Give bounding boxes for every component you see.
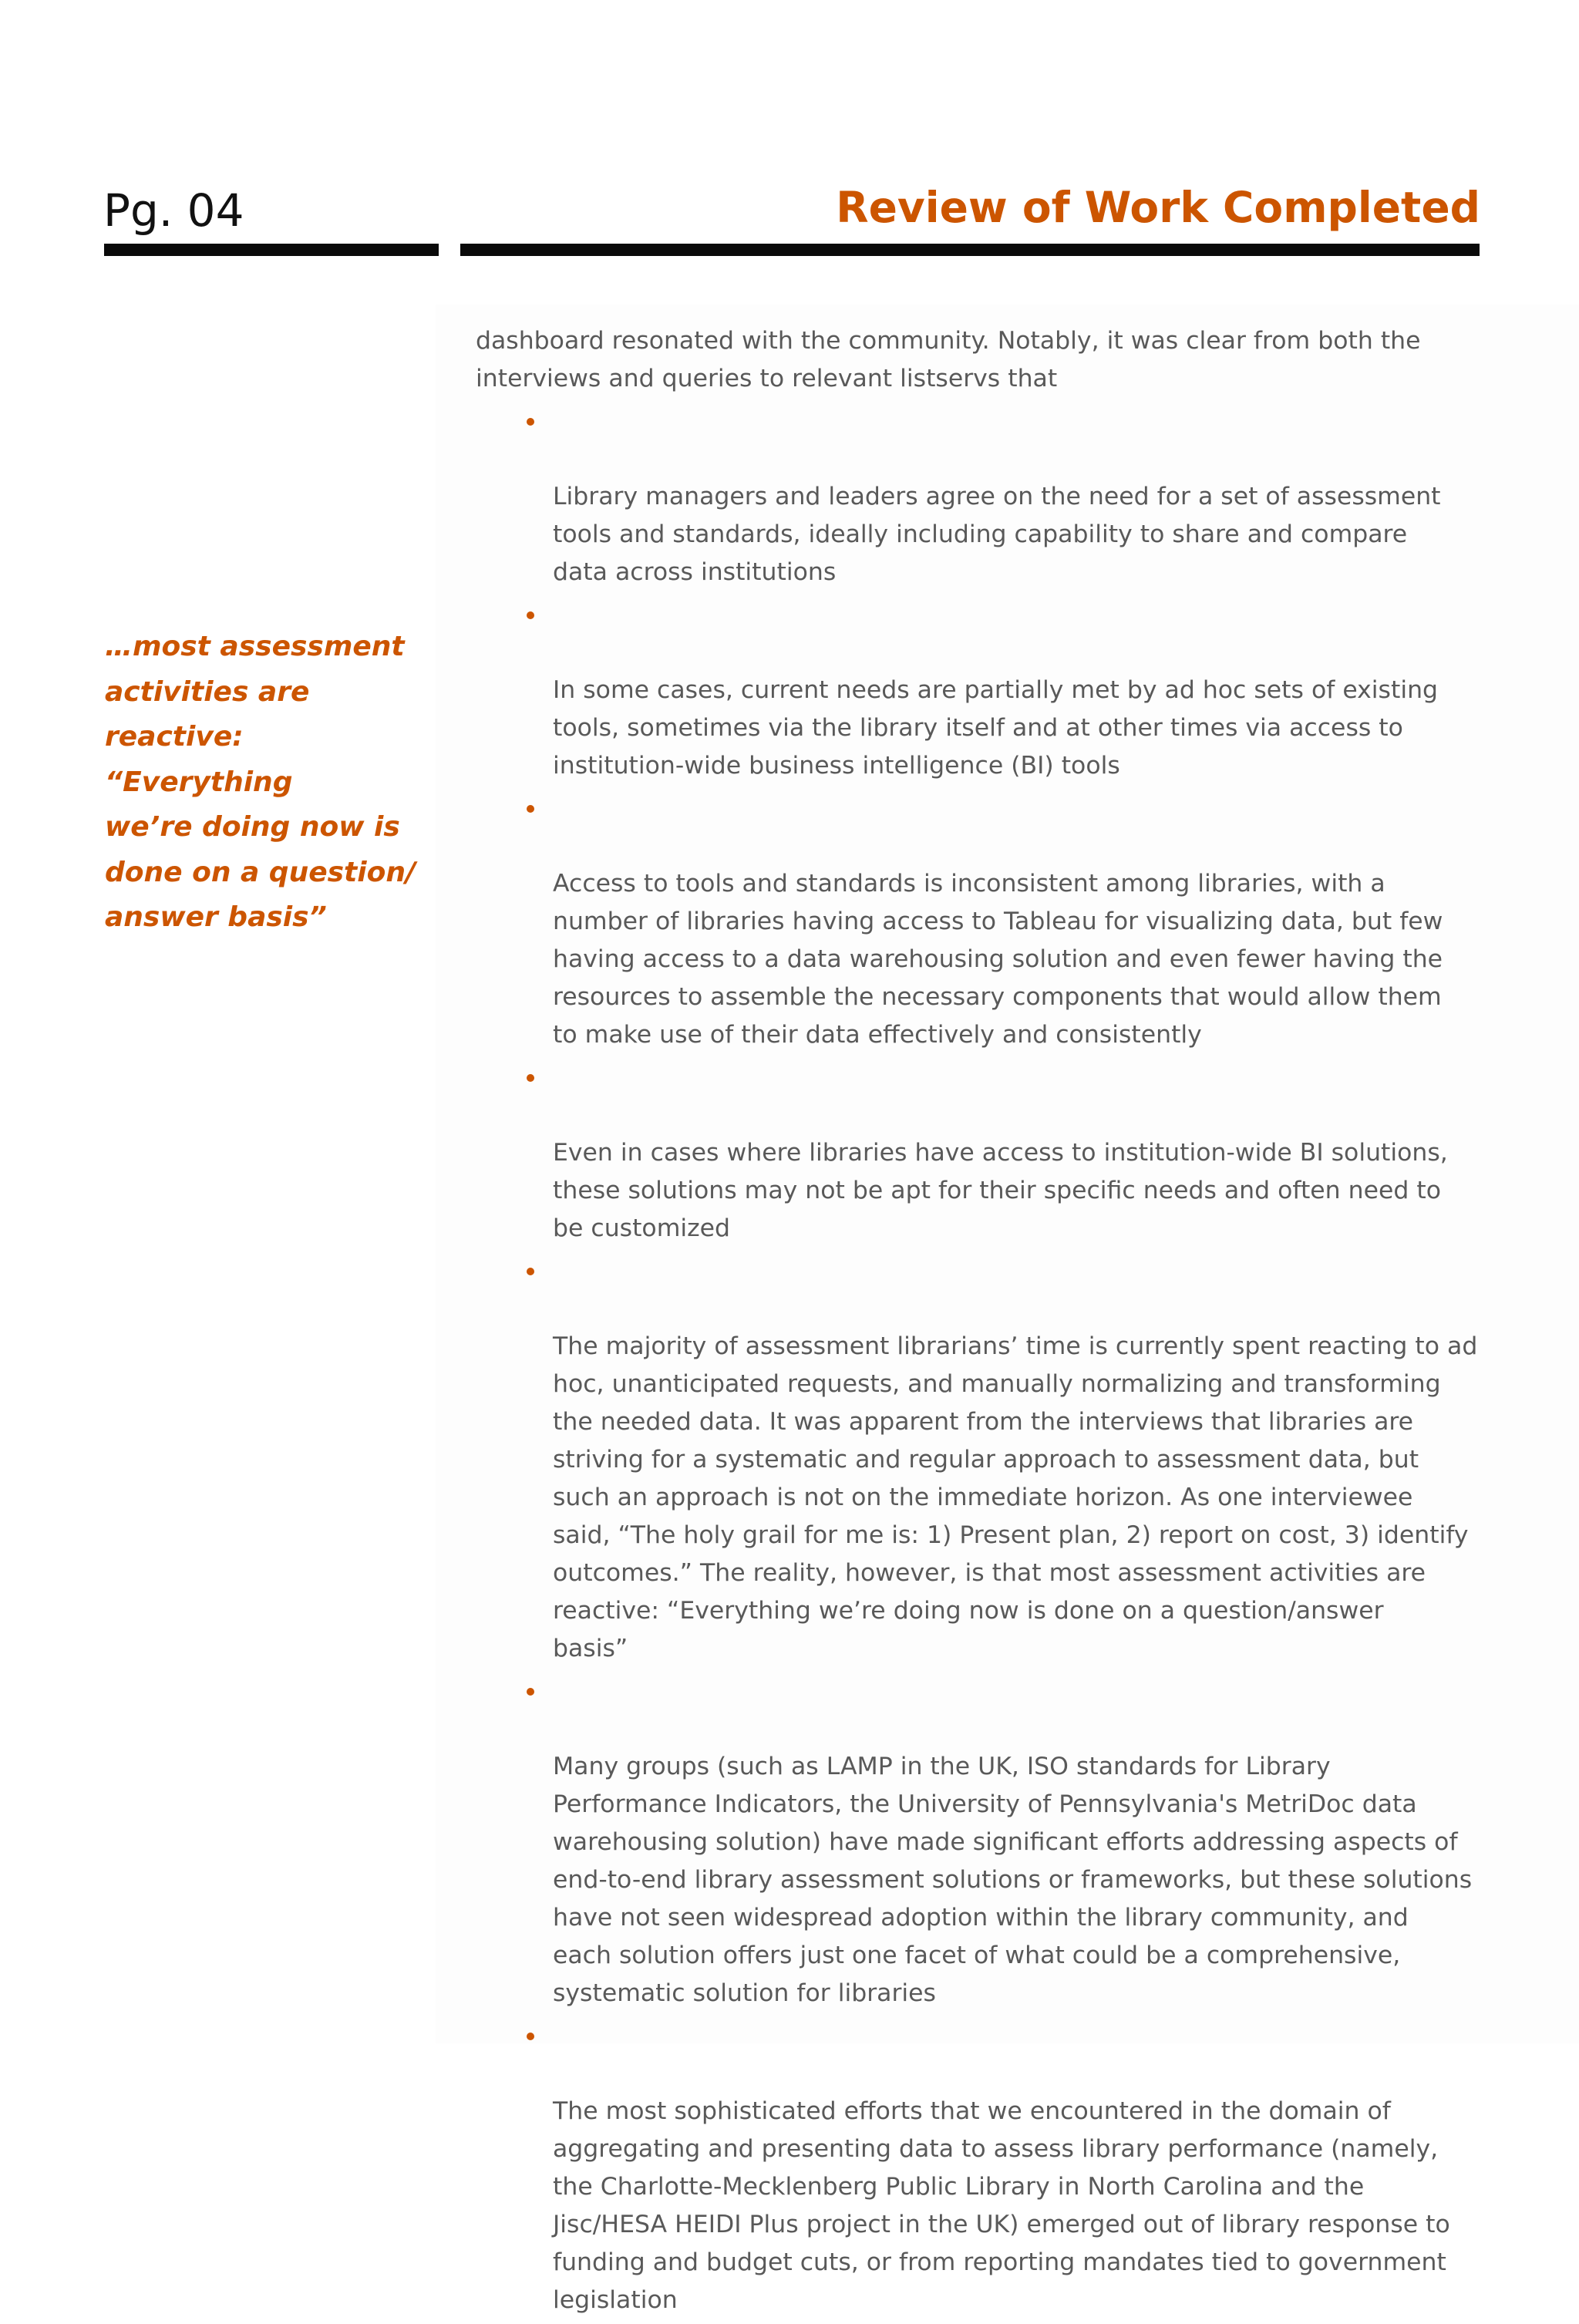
bullet-icon [527, 2033, 534, 2040]
bullet-icon [527, 1688, 534, 1696]
list-item [476, 790, 1478, 1054]
list-item [476, 1252, 1478, 1668]
pull-quote: …most assessment activities are reactive: “Everything we’re doing now is done on a question/ answer basis” [105, 631, 416, 933]
bullet-icon [527, 1268, 534, 1275]
list-item-text: Library managers and leaders agree on the need for a set of assessment tools and standards, ideally including capability to share and compare data across institutions [553, 483, 1441, 586]
list-item-text: The majority of assessment librarians’ time is currently spent reacting to ad hoc, unanticipated requests, and manually normalizing and transforming the needed data. It was apparent from the interviews that libraries are striving for a systematic and regular approach to assessment data, but such an approach is not on the immediate horizon. As one interviewee said, “The holy grail for me is: 1) Present plan, 2) report on cost, 3) identify outcomes.” The reality, however, is that most assessment activities are reactive: “Everything we’re doing now is done on a question/answer basis” [553, 1332, 1478, 1662]
list-item-text: Even in cases where libraries have access to institution-wide BI solutions, these solutions may not be apt for their specific needs and often need to be customized [553, 1139, 1448, 1242]
list-item [476, 596, 1478, 785]
section-title: Review of Work Completed [836, 183, 1480, 232]
header-rule-left [104, 244, 439, 256]
main-body [476, 322, 1478, 2324]
list-item-text: Many groups (such as LAMP in the UK, ISO standards for Library Performance Indicators, the University of Pennsylvania's MetriDoc data warehousing solution) have made significant efforts addressing aspects of end-to-end library assessment solutions or frameworks, but these solutions have not seen widespread adoption within the library community, and each solution offers just one facet of what could be a comprehensive, systematic solution for libraries [553, 1753, 1473, 2007]
list-item-text: In some cases, current needs are partially met by ad hoc sets of existing tools, sometimes via the library itself and at other times via access to institution-wide business intelligence (BI) tools [553, 676, 1439, 780]
bullet-icon [527, 805, 534, 813]
list-item [476, 1672, 1478, 2012]
bullet-icon [527, 418, 534, 426]
intro-paragraph: dashboard resonated with the community. Notably, it was clear from both the interviews and queries to relevant listservs that [476, 327, 1421, 392]
findings-list [476, 402, 1478, 2319]
header-rule-right [460, 244, 1480, 256]
list-item [476, 402, 1478, 591]
list-item [476, 2017, 1478, 2319]
list-item-text: Access to tools and standards is inconsistent among libraries, with a number of libraries having access to Tableau for visualizing data, but few having access to a data warehousing solution and even fewer having the resources to assemble the necessary components that would allow them to make use of their data effectively and consistently [553, 870, 1443, 1049]
bullet-icon [527, 611, 534, 619]
list-item-text: The most sophisticated efforts that we encountered in the domain of aggregating and presenting data to assess library performance (namely, the Charlotte-Mecklenberg Public Library in North Carolina and the Jisc/HESA HEIDI Plus project in the UK) emerged out of library response to funding and budget cuts, or from reporting mandates tied to government legislation [553, 2097, 1450, 2314]
bullet-icon [527, 1074, 534, 1082]
page-number: Pg. 04 [103, 184, 244, 237]
list-item [476, 1059, 1478, 1248]
